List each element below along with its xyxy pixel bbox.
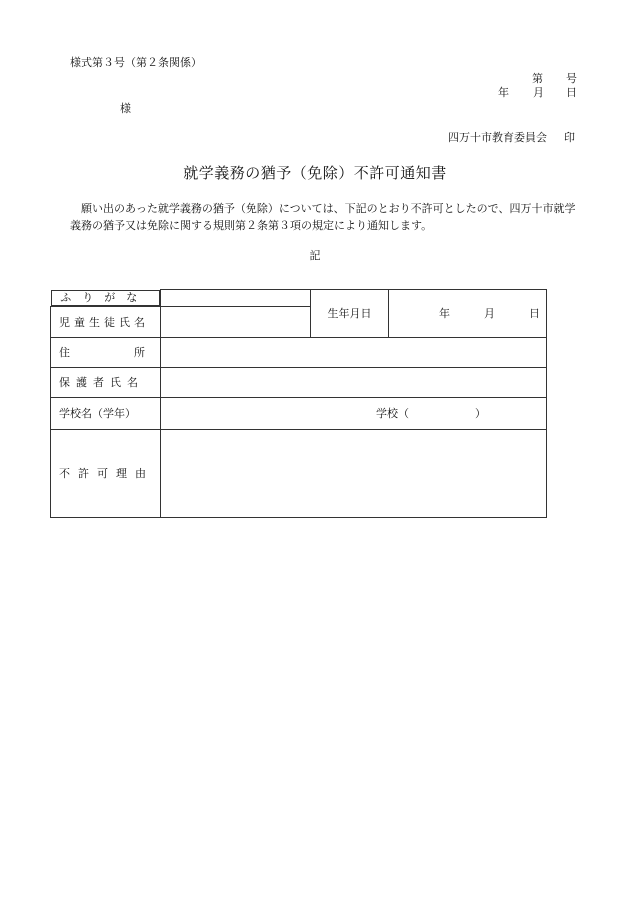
birthdate-value [389, 290, 547, 338]
furigana-label [51, 290, 161, 306]
addressee-suffix: 様 [120, 102, 131, 115]
birth-day: 日 [529, 307, 540, 321]
furigana-label-text: ふりがな [60, 290, 149, 304]
furigana-row [51, 290, 547, 307]
school-value-text: 学校（ ） [376, 407, 486, 420]
notice-form-table [50, 289, 547, 518]
child-name-label: 児童生徒氏名 [51, 306, 161, 337]
birth-year: 年 [439, 307, 450, 321]
date-day: 日 [566, 86, 577, 99]
reason-label: 不許可理由 [51, 429, 161, 517]
school-label: 学校名（学年） [51, 397, 161, 429]
birthdate-label-text: 生年月日 [327, 307, 372, 321]
reason-row [51, 429, 547, 517]
school-row [51, 397, 547, 429]
reason-value [161, 429, 547, 517]
guardian-row [51, 367, 547, 397]
furigana-value [161, 290, 311, 307]
form-number: 様式第３号（第２条関係） [70, 56, 202, 69]
issuer-name: 四万十市教育委員会 [448, 131, 547, 144]
seal-mark: 印 [564, 131, 575, 144]
ki-marker: 記 [309, 249, 321, 262]
school-value [161, 397, 547, 429]
birth-month: 月 [484, 307, 495, 321]
document-title: 就学義務の猶予（免除）不許可通知書 [183, 164, 447, 182]
date-month: 月 [533, 86, 544, 99]
address-value [161, 337, 547, 367]
guardian-value [161, 367, 547, 397]
body-paragraph: 願い出のあった就学義務の猶予（免除）については、下記のとおり不許可としたので、四万十市就学義務の猶予又は免除に関する規則第２条第３項の規定により通知します。 [70, 202, 576, 232]
address-row [51, 337, 547, 367]
doc-number-go: 号 [566, 72, 577, 85]
doc-number-dai: 第 [532, 72, 543, 85]
date-year: 年 [498, 86, 509, 99]
birthdate-label [311, 290, 389, 338]
child-name-value [161, 306, 311, 337]
address-label: 住所 [51, 337, 161, 367]
guardian-label: 保護者氏名 [51, 367, 161, 397]
